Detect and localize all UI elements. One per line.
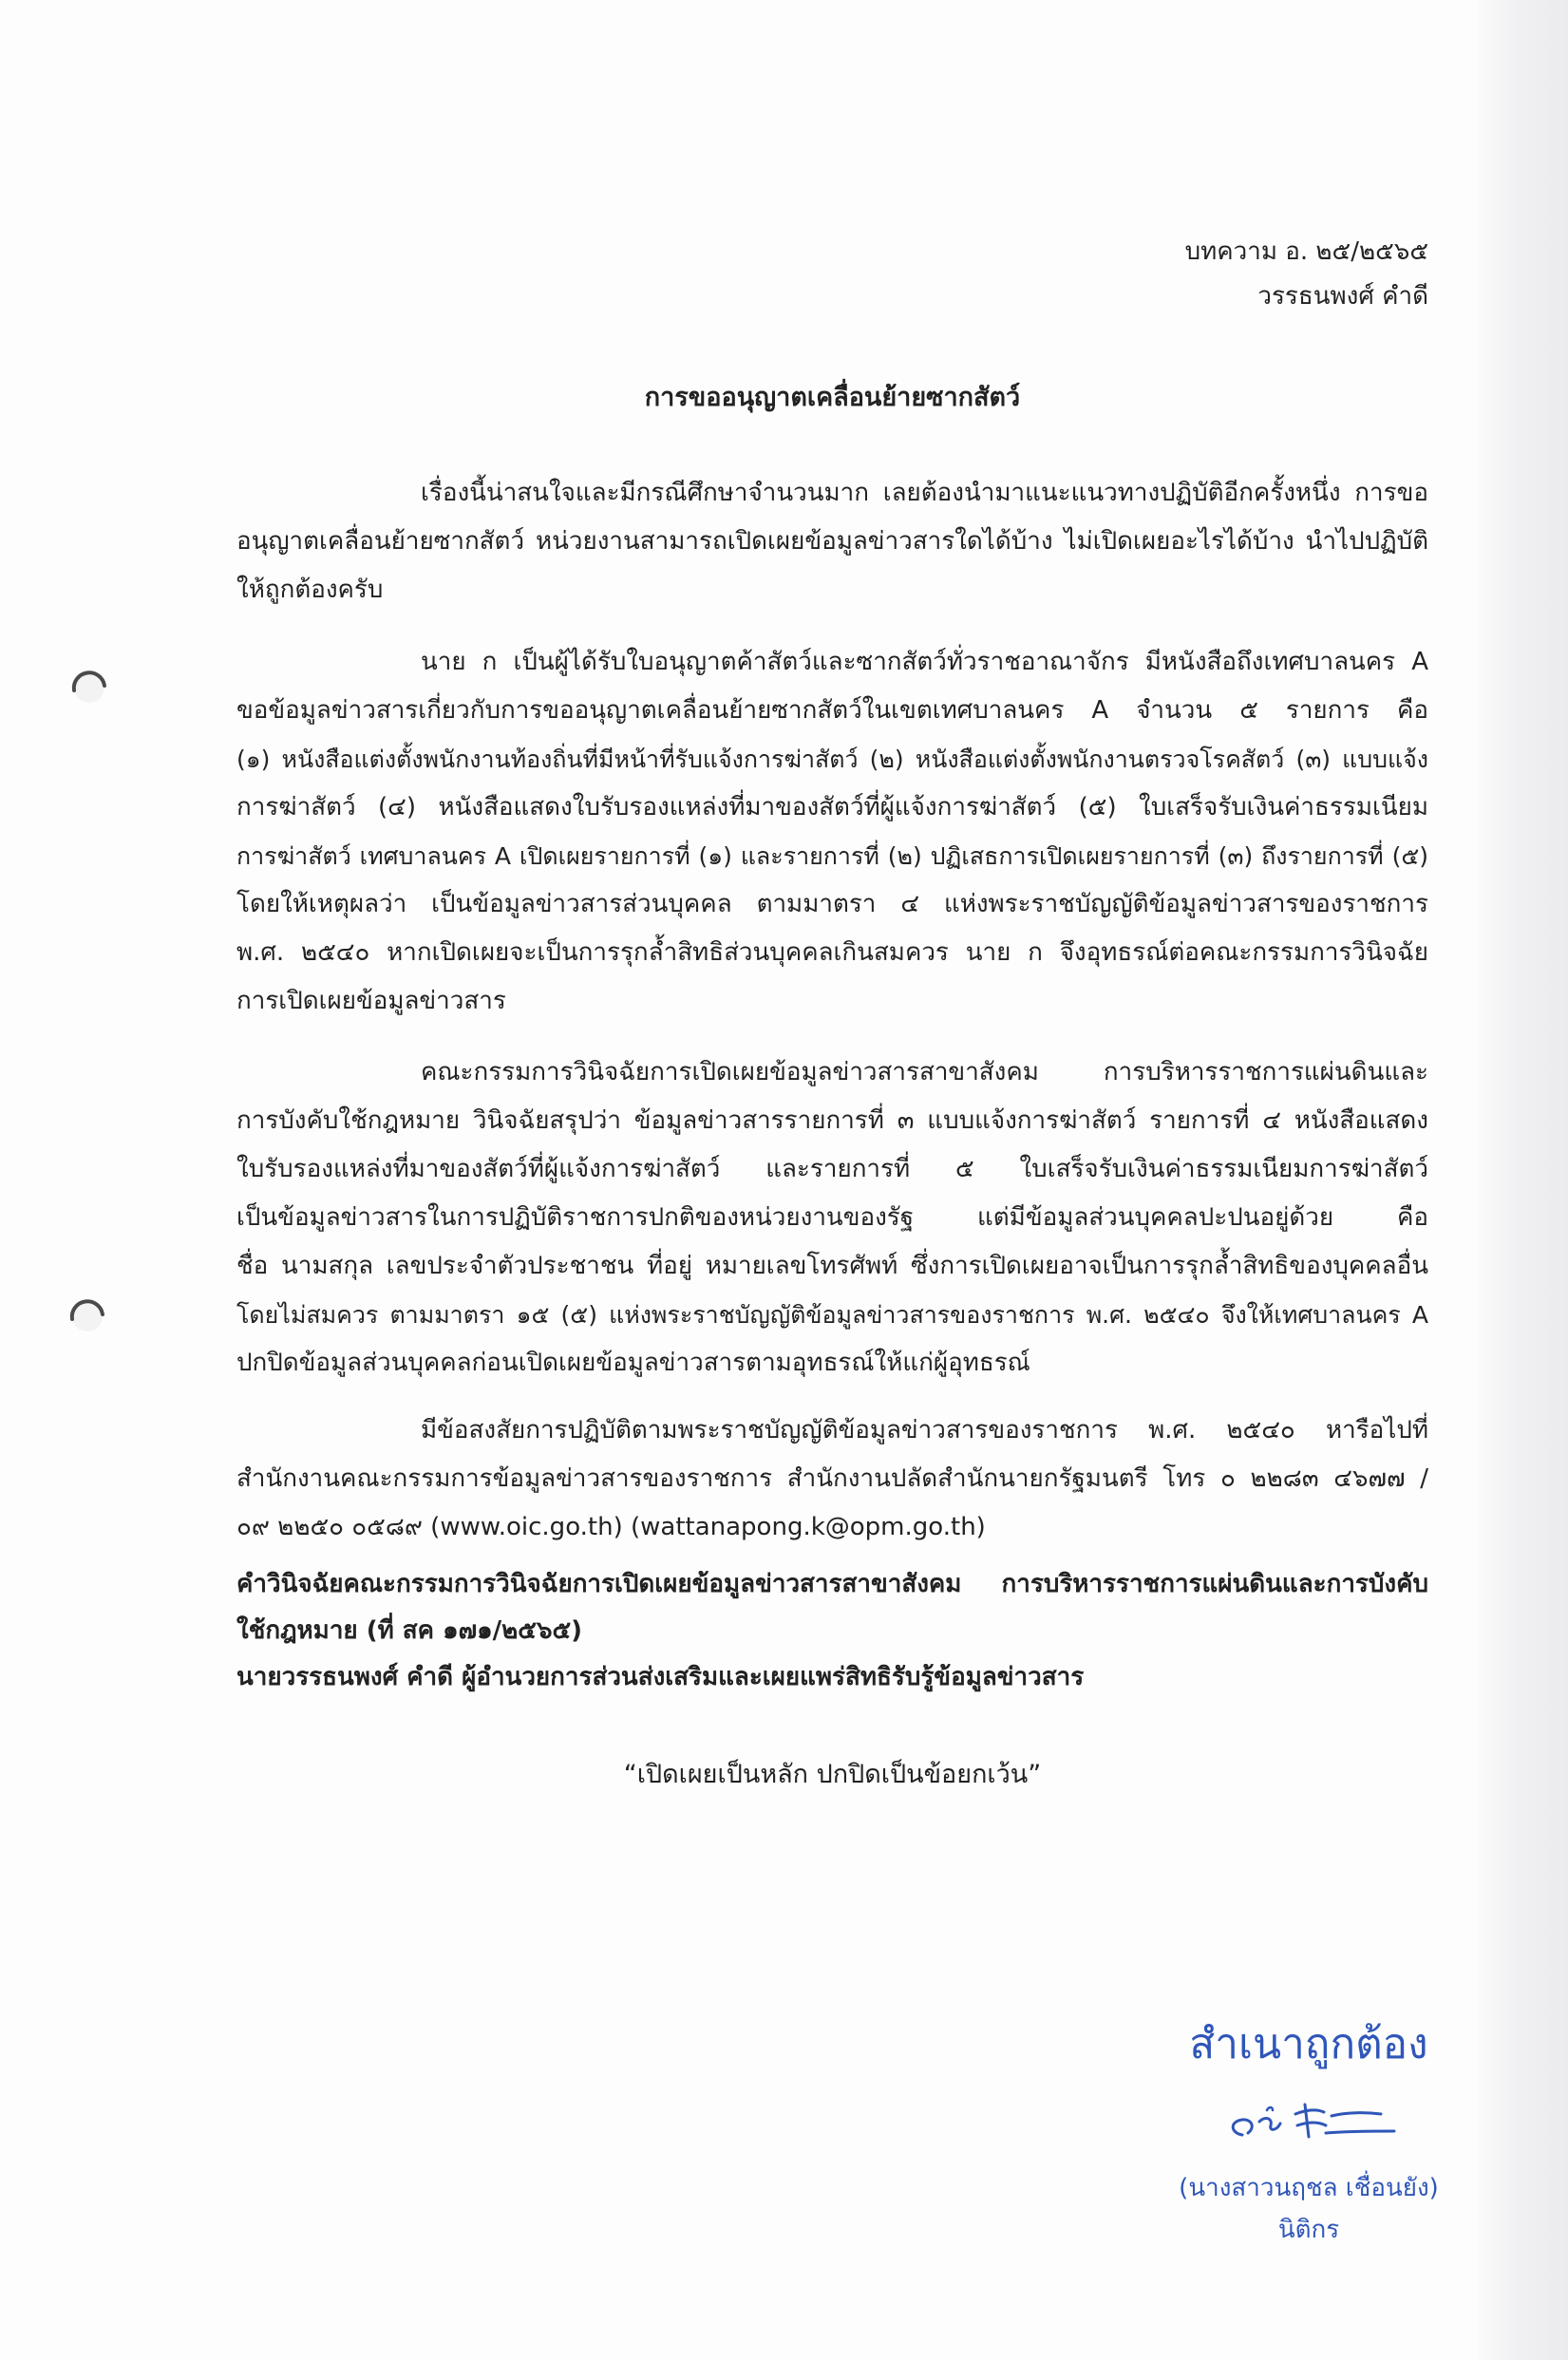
paragraph-line: พ.ศ. ๒๕๔๐ หากเปิดเผยจะเป็นการรุกล้ำสิทธิส่วนบุคคลเกินสมควร นาย ก จึงอุทธรณ์ต่อคณะกรรมการวินิจฉัย xyxy=(236,938,1428,967)
document-title: การขออนุญาตเคลื่อนย้ายซากสัตว์ xyxy=(644,383,1021,412)
article-author: วรรธนพงศ์ คำดี xyxy=(1257,282,1428,311)
paragraph-line: โดยไม่สมควร ตามมาตรา ๑๕ (๕) แห่งพระราชบัญญัติข้อมูลข่าวสารของราชการ พ.ศ. ๒๕๔๐ จึงให้เทศบาลนคร A xyxy=(236,1301,1428,1329)
paragraph-decision xyxy=(236,1048,1428,1388)
paragraph-line: สำนักงานคณะกรรมการข้อมูลข่าวสารของราชการ สำนักงานปลัดสำนักนายกรัฐมนตรี โทร ๐ ๒๒๘๓ ๔๖๗๗ / xyxy=(236,1464,1428,1493)
paragraph-contact xyxy=(236,1407,1428,1552)
paragraph-line: มีข้อสงสัยการปฏิบัติตามพระราชบัญญัติข้อมูลข่าวสารของราชการ พ.ศ. ๒๕๔๐ หารือไปที่ xyxy=(421,1416,1428,1444)
paragraph-line: การฆ่าสัตว์ (๔) หนังสือแสดงใบรับรองแหล่งที่มาของสัตว์ที่ผู้แจ้งการฆ่าสัตว์ (๕) ใบเสร็จรับเงินค่าธรรมเนียม xyxy=(236,793,1428,821)
paragraph-line: ใบรับรองแหล่งที่มาของสัตว์ที่ผู้แจ้งการฆ่าสัตว์ และรายการที่ ๕ ใบเสร็จรับเงินค่าธรรมเนียมการฆ่าสัตว์ xyxy=(236,1155,1428,1183)
paragraph-line: ให้ถูกต้องครับ xyxy=(236,576,384,604)
stamp-signer-name: (นางสาวนฤชล เชื่อนยัง) xyxy=(1179,2174,1439,2202)
paragraph-line: อนุญาตเคลื่อนย้ายซากสัตว์ หน่วยงานสามารถเปิดเผยข้อมูลข่าวสารใดได้บ้าง ไม่เปิดเผยอะไรได้บ้าง นำไปปฏิบัติ xyxy=(236,527,1428,556)
scan-edge-shading xyxy=(1478,0,1568,2360)
stamp-signer-position: นิติกร xyxy=(1277,2216,1340,2244)
paragraph-line: นาย ก เป็นผู้ได้รับใบอนุญาตค้าสัตว์และซากสัตว์ทั่วราชอาณาจักร มีหนังสือถึงเทศบาลนคร A xyxy=(421,648,1428,676)
punch-hole-icon xyxy=(66,1293,108,1335)
article-number: บทความ อ. ๒๕/๒๕๖๕ xyxy=(1184,237,1428,266)
paragraph-line: ขอข้อมูลข่าวสารเกี่ยวกับการขออนุญาตเคลื่อนย้ายซากสัตว์ในเขตเทศบาลนคร A จำนวน ๕ รายการ คือ xyxy=(236,696,1428,725)
closing-quote: “เปิดเผยเป็นหลัก ปกปิดเป็นข้อยกเว้น” xyxy=(623,1760,1042,1789)
paragraph-line: เป็นข้อมูลข่าวสารในการปฏิบัติราชการปกติของหน่วยงานของรัฐ แต่มีข้อมูลส่วนบุคคลปะปนอยู่ด้วย คือ xyxy=(236,1203,1428,1232)
article-header xyxy=(1185,230,1428,319)
paragraph-line: ชื่อ นามสกุล เลขประจำตัวประชาชน ที่อยู่ หมายเลขโทรศัพท์ ซึ่งการเปิดเผยอาจเป็นการรุกล้ำสิทธิของบุคคลอื่น xyxy=(236,1252,1428,1280)
paragraph-line: เรื่องนี้น่าสนใจและมีกรณีศึกษาจำนวนมาก เลยต้องนำมาแนะแนวทางปฏิบัติอีกครั้งหนึ่ง การขอ xyxy=(421,479,1428,507)
reference-line: คำวินิจฉัยคณะกรรมการวินิจฉัยการเปิดเผยข้อมูลข่าวสารสาขาสังคม การบริหารราชการแผ่นดินและการบังคับ xyxy=(236,1570,1428,1598)
paragraph-line: การเปิดเผยข้อมูลข่าวสาร xyxy=(236,987,506,1015)
paragraph-introduction xyxy=(236,469,1428,614)
reference-line: นายวรรธนพงศ์ คำดี ผู้อำนวยการส่วนส่งเสริมและเผยแพร่สิทธิรับรู้ข้อมูลข่าวสาร xyxy=(236,1663,1085,1691)
certification-stamp xyxy=(1147,2015,1470,2251)
punch-hole-icon xyxy=(68,665,110,707)
paragraph-line: การฆ่าสัตว์ เทศบาลนคร A เปิดเผยรายการที่ (๑) และรายการที่ (๒) ปฏิเสธการเปิดเผยรายการที่ (๓) ถึงรายการที่ (๕) xyxy=(236,842,1428,870)
paragraph-line: ปกปิดข้อมูลส่วนบุคคลก่อนเปิดเผยข้อมูลข่าวสารตามอุทธรณ์ให้แก่ผู้อุทธรณ์ xyxy=(236,1349,1030,1377)
paragraph-line: (๑) หนังสือแต่งตั้งพนักงานท้องถิ่นที่มีหน้าที่รับแจ้งการฆ่าสัตว์ (๒) หนังสือแต่งตั้งพนักงานตรวจโรคสัตว์ (๓) แบบแจ้ง xyxy=(236,746,1428,773)
reference-line: ใช้กฎหมาย (ที่ สค ๑๗๑/๒๕๖๕) xyxy=(236,1616,583,1645)
signature xyxy=(1214,2093,1404,2150)
paragraph-line: โดยให้เหตุผลว่า เป็นข้อมูลข่าวสารส่วนบุคคล ตามมาตรา ๔ แห่งพระราชบัญญัติข้อมูลข่าวสารของราชการ xyxy=(236,890,1428,918)
decision-reference xyxy=(236,1561,1428,1701)
paragraph-line: ๐๙ ๒๒๕๐ ๐๕๘๙ (www.oic.go.th) (wattanapong.k@opm.go.th) xyxy=(236,1513,986,1541)
stamp-certified-text: สำเนาถูกต้อง xyxy=(1189,2020,1428,2068)
paragraph-line: การบังคับใช้กฎหมาย วินิจฉัยสรุปว่า ข้อมูลข่าวสารรายการที่ ๓ แบบแจ้งการฆ่าสัตว์ รายการที่ ๔ หนังสือแสดง xyxy=(236,1106,1428,1135)
paragraph-line: คณะกรรมการวินิจฉัยการเปิดเผยข้อมูลข่าวสารสาขาสังคม การบริหารราชการแผ่นดินและ xyxy=(421,1058,1428,1086)
paragraph-facts xyxy=(236,638,1428,1026)
